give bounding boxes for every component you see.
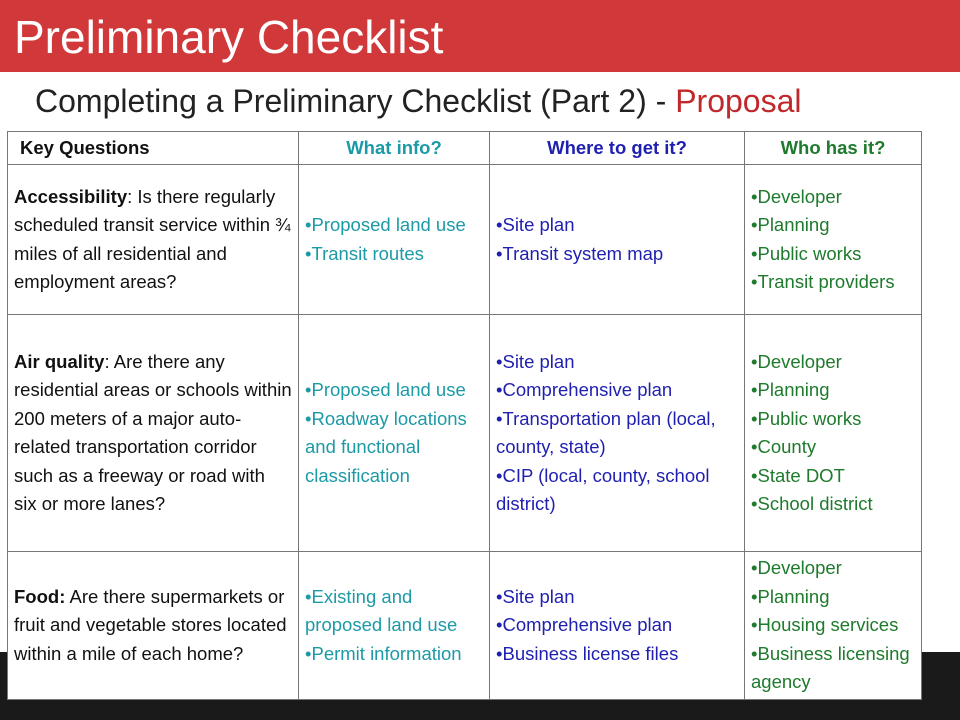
list-item: • Transit system map bbox=[496, 240, 738, 269]
what-info-cell bbox=[299, 552, 490, 700]
question-topic: Food: bbox=[14, 585, 66, 607]
list-item: • Business license files bbox=[496, 640, 738, 669]
page-title: Preliminary Checklist bbox=[14, 11, 444, 63]
list-item: • Site plan bbox=[496, 583, 738, 612]
question-cell bbox=[8, 315, 299, 552]
list-item: • Developer bbox=[751, 554, 915, 583]
list-item: • Transit routes bbox=[305, 240, 483, 269]
question-topic: Accessibility bbox=[14, 185, 128, 207]
list-item: • Roadway locations and functional classification bbox=[305, 405, 483, 491]
list-item: • Public works bbox=[751, 240, 915, 269]
question-text: : Are there any residential areas or schools within 200 meters of a major auto-related transportation corridor such as a freeway or road with six or more lanes? bbox=[14, 350, 292, 514]
list-item: • Proposed land use bbox=[305, 376, 483, 405]
table-row bbox=[8, 552, 922, 700]
question-text: : Is there regularly scheduled transit service within ¾ miles of all residential and employment areas? bbox=[14, 185, 291, 292]
list-item: • Proposed land use bbox=[305, 211, 483, 240]
where-cell bbox=[490, 315, 745, 552]
where-cell bbox=[490, 552, 745, 700]
list-item: • Planning bbox=[751, 211, 915, 240]
list-item: • Existing and proposed land use bbox=[305, 583, 483, 640]
what-info-cell bbox=[299, 165, 490, 315]
question-text: Are there supermarkets or fruit and vegetable stores located within a mile of each home? bbox=[14, 585, 287, 664]
list-item: • County bbox=[751, 433, 915, 462]
subtitle-prefix: Completing a Preliminary Checklist (Part 2) - bbox=[35, 83, 676, 119]
column-header-where: Where to get it? bbox=[490, 132, 745, 165]
column-header-what-info: What info? bbox=[299, 132, 490, 165]
list-item: • Business licensing agency bbox=[751, 640, 915, 697]
list-item: • Housing services bbox=[751, 611, 915, 640]
who-cell bbox=[745, 315, 922, 552]
who-cell bbox=[745, 552, 922, 700]
subtitle-accent: Proposal bbox=[675, 83, 802, 119]
list-item: • School district bbox=[751, 490, 915, 519]
list-item: • Transit providers bbox=[751, 268, 915, 297]
table-row bbox=[8, 315, 922, 552]
column-header-key-questions: Key Questions bbox=[8, 132, 299, 165]
list-item: • Public works bbox=[751, 405, 915, 434]
list-item: • Transportation plan (local, county, state) bbox=[496, 405, 738, 462]
list-item: • CIP (local, county, school district) bbox=[496, 462, 738, 519]
question-cell bbox=[8, 552, 299, 700]
table-header-row bbox=[8, 132, 922, 165]
list-item: • Planning bbox=[751, 583, 915, 612]
list-item: • Comprehensive plan bbox=[496, 376, 738, 405]
list-item: • Permit information bbox=[305, 640, 483, 669]
column-header-who: Who has it? bbox=[745, 132, 922, 165]
question-cell bbox=[8, 165, 299, 315]
table-row bbox=[8, 165, 922, 315]
question-topic: Air quality bbox=[14, 350, 105, 372]
list-item: • Site plan bbox=[496, 348, 738, 377]
checklist-table bbox=[7, 131, 922, 700]
list-item: • State DOT bbox=[751, 462, 915, 491]
list-item: • Developer bbox=[751, 183, 915, 212]
subtitle bbox=[35, 80, 801, 122]
what-info-cell bbox=[299, 315, 490, 552]
list-item: • Planning bbox=[751, 376, 915, 405]
list-item: • Comprehensive plan bbox=[496, 611, 738, 640]
list-item: • Developer bbox=[751, 348, 915, 377]
list-item: • Site plan bbox=[496, 211, 738, 240]
where-cell bbox=[490, 165, 745, 315]
who-cell bbox=[745, 165, 922, 315]
